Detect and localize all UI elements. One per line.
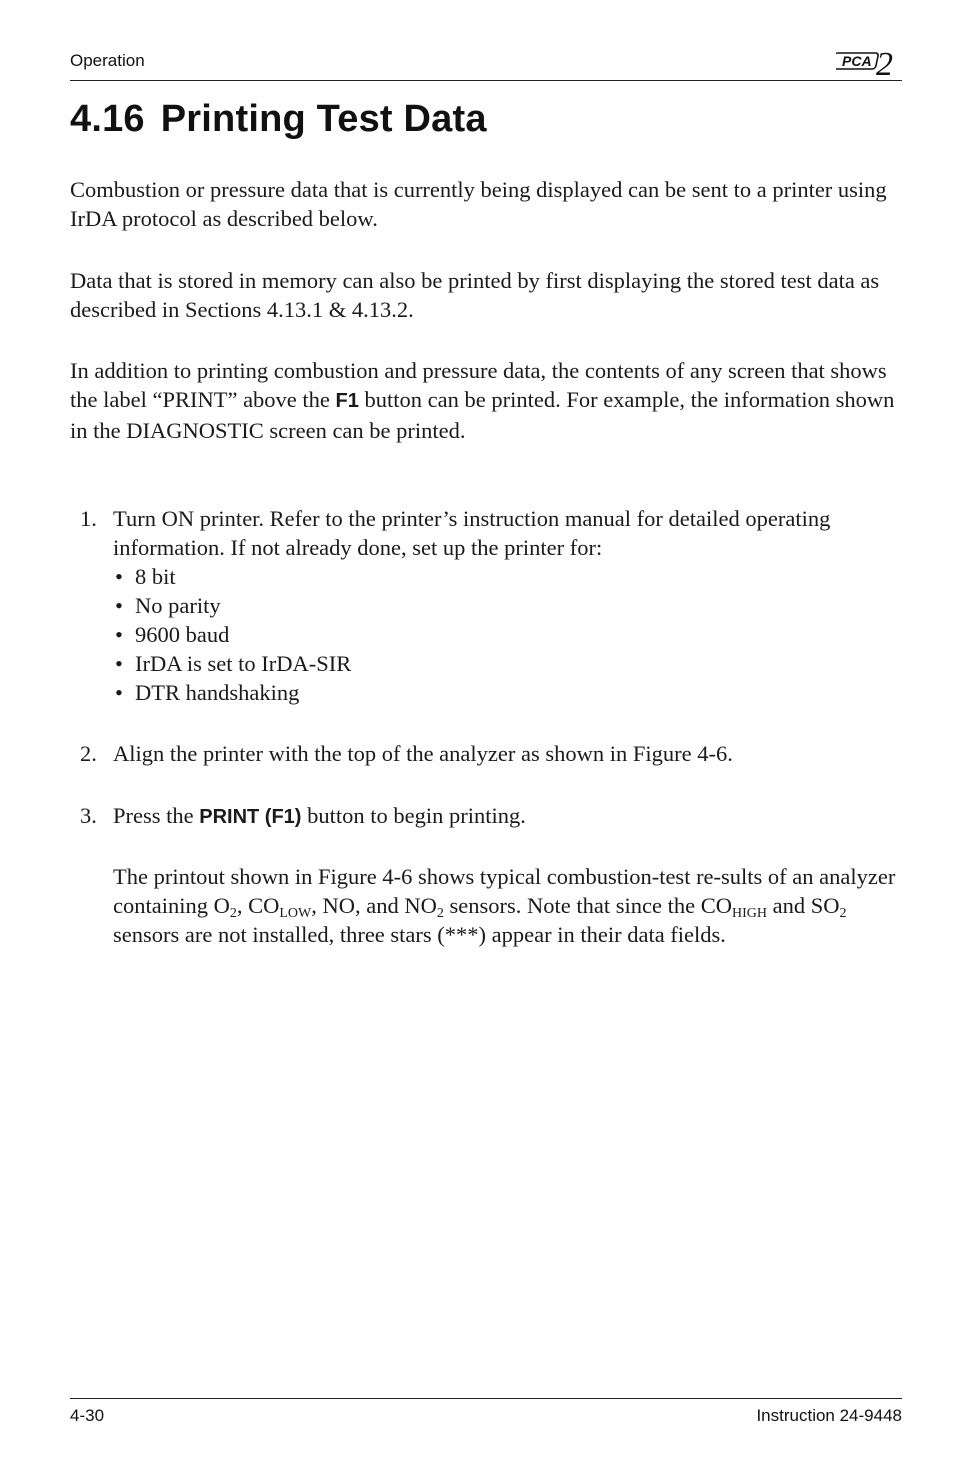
paragraph-print-screens: In addition to printing combustion and pressure data, the contents of any screen that shows the label “PRINT” above the F1 button can be printed. For example, the information shown in the DIAGNOSTIC screen can be printed.	[70, 358, 895, 443]
list-item: • IrDA is set to IrDA-SIR	[113, 649, 903, 678]
step-number: 3.	[80, 803, 97, 828]
paragraph-intro: Combustion or pressure data that is currently being displayed can be sent to a printer using IrDA protocol as described below.	[70, 177, 887, 231]
page-header	[70, 48, 902, 81]
step-number: 1.	[80, 506, 97, 531]
page-number: 4-30	[70, 1406, 105, 1425]
section-label: Operation	[70, 51, 145, 70]
f1-key-label: F1	[335, 390, 359, 412]
section-title: Printing Test Data	[160, 98, 487, 140]
step-number: 2.	[80, 741, 97, 766]
step-text: Turn ON printer. Refer to the printer’s instruction manual for detailed operating information. If not already done, set up the printer for:	[113, 506, 831, 560]
print-button-label: PRINT (F1)	[199, 806, 302, 828]
list-item: • DTR handshaking	[113, 678, 903, 707]
section-number: 4.16	[70, 98, 145, 140]
step-text: Align the printer with the top of the analyzer as shown in Figure 4-6.	[113, 741, 733, 766]
printer-settings-list	[113, 562, 903, 707]
list-item: • 8 bit	[113, 562, 903, 591]
page-footer	[70, 1398, 902, 1433]
document-number: Instruction 24-9448	[756, 1406, 902, 1425]
paragraph-stored-data: Data that is stored in memory can also be printed by first displaying the stored test data as described in Sections 4.13.1 & 4.13.2.	[70, 268, 880, 322]
step-text: Press the PRINT (F1) button to begin printing.	[113, 803, 526, 828]
svg-text:2: 2	[876, 46, 893, 78]
list-item: • 9600 baud	[113, 620, 903, 649]
printout-note: The printout shown in Figure 4-6 shows typical combustion-test re-sults of an analyzer containing $O_2$, $CO_{LOW}$, NO, and $NO_2$ sensors. Note that since the $CO_{HIGH}$ and $SO_2$ sensors are not installed, three stars (***) appear in their data fields.	[113, 864, 896, 947]
list-item: • No parity	[113, 591, 903, 620]
pca2-logo	[836, 42, 902, 78]
svg-text:PCA: PCA	[842, 53, 872, 69]
page-title	[70, 98, 487, 141]
